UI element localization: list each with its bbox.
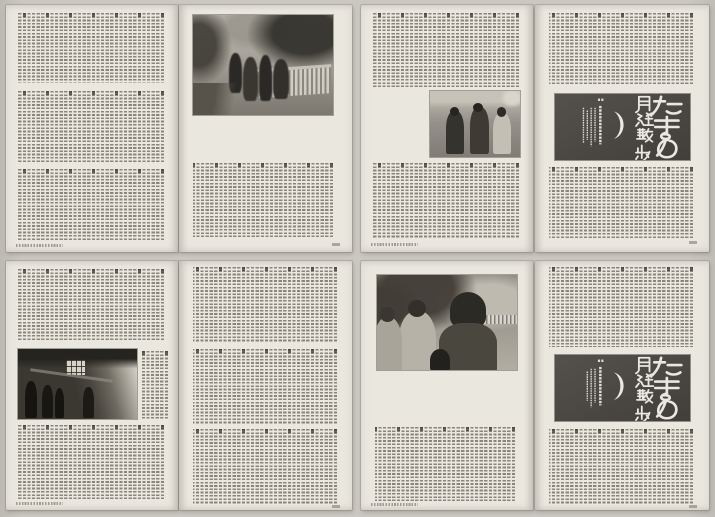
photo-figure — [83, 387, 94, 418]
page-number-mark — [689, 505, 697, 508]
vertical-text-block — [193, 163, 333, 237]
scanned-page-1 — [6, 5, 178, 252]
photo-ground — [193, 83, 245, 115]
running-footer — [371, 503, 418, 506]
scanned-page-6 — [179, 261, 352, 510]
running-footer — [16, 244, 63, 247]
vertical-text-block — [18, 91, 164, 163]
photo-figure — [493, 113, 511, 154]
scanned-page-7 — [361, 261, 533, 510]
photo-figure — [259, 55, 272, 101]
scanned-page-8 — [535, 261, 709, 510]
vertical-text-block — [18, 169, 164, 241]
photo-figure — [470, 107, 490, 155]
photo-dark-eaves — [18, 349, 137, 419]
photo-figure — [377, 317, 402, 370]
page-number-mark — [689, 241, 697, 244]
photo-figure — [243, 57, 258, 101]
page-number-mark — [332, 505, 340, 508]
photo-figure — [25, 381, 37, 417]
photo-figure — [273, 59, 289, 99]
vertical-text-block — [193, 349, 337, 424]
vertical-text-block — [373, 163, 519, 239]
photo-figure — [42, 385, 53, 417]
vertical-text-block — [549, 267, 693, 347]
vertical-text-block — [549, 13, 693, 85]
photo-head — [430, 349, 450, 370]
vertical-text-block — [18, 13, 164, 83]
photo-crowd — [377, 275, 517, 370]
series-title-banner — [555, 94, 690, 160]
vertical-text-block — [18, 269, 164, 341]
scanned-page-5 — [6, 261, 178, 510]
vertical-text-block — [375, 427, 515, 501]
vertical-text-block — [373, 13, 519, 87]
vertical-text-block — [193, 429, 337, 505]
scanned-page-2 — [179, 5, 352, 252]
photo-bridge-group — [193, 15, 333, 115]
photo-sky-patch — [500, 91, 520, 108]
page-number-mark — [332, 243, 340, 246]
vertical-text-block — [142, 351, 168, 419]
running-footer — [371, 243, 418, 246]
photo-figure — [446, 111, 464, 155]
series-title-banner — [555, 355, 690, 421]
photo-head — [408, 300, 426, 317]
series-title-art — [555, 355, 690, 421]
photo-figure — [55, 388, 65, 417]
vertical-text-block — [549, 429, 693, 505]
photo-head — [450, 107, 459, 116]
vertical-text-block — [193, 267, 337, 343]
photo-three-backs — [430, 91, 520, 157]
scanned-page-3 — [361, 5, 533, 252]
vertical-text-block — [18, 425, 164, 499]
running-footer — [16, 502, 63, 505]
series-title-art — [555, 94, 690, 160]
scanned-page-4 — [535, 5, 709, 252]
vertical-text-block — [549, 167, 693, 239]
